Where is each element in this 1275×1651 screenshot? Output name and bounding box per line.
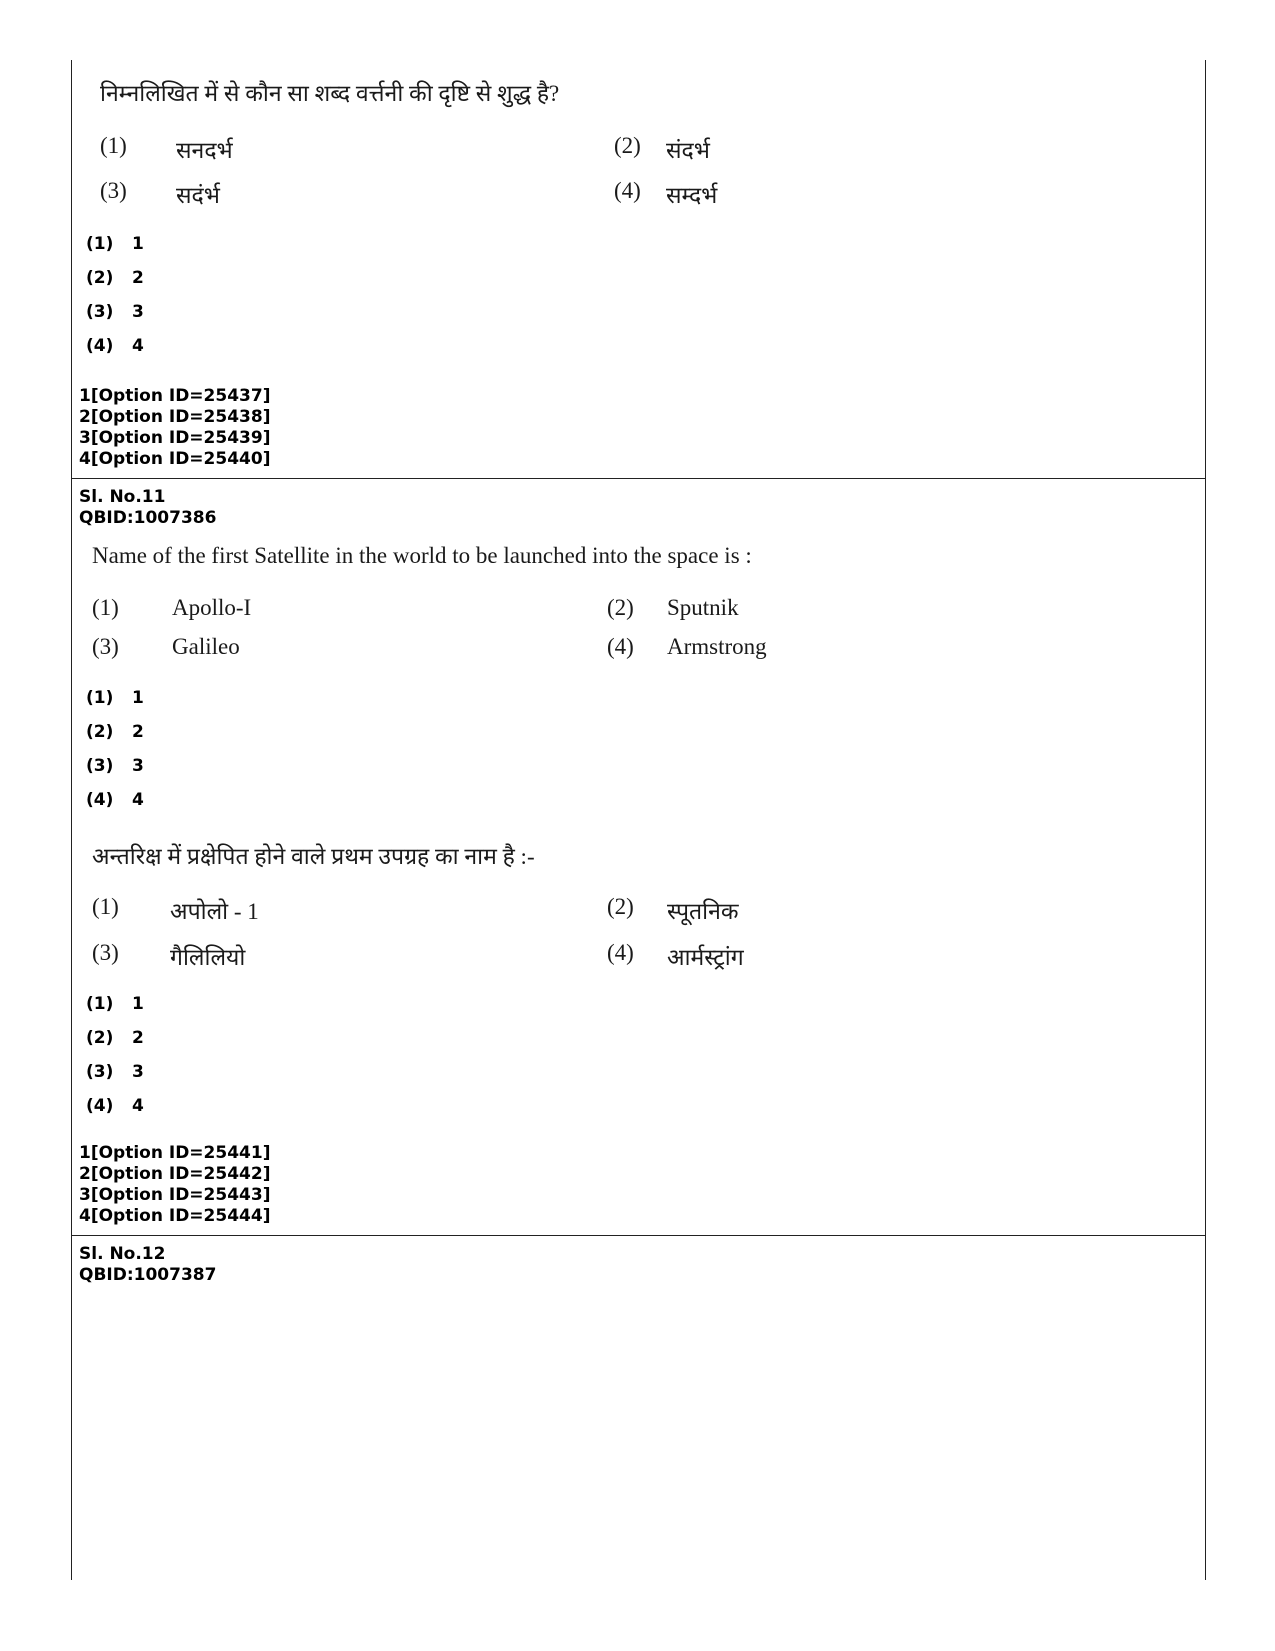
option-3	[92, 940, 246, 970]
option-text: स्पूतनिक	[667, 899, 739, 924]
option-4	[607, 940, 744, 970]
option-text: सम्दर्भ	[666, 183, 718, 208]
answer-choice: (3) 3	[86, 302, 144, 322]
page-frame	[71, 60, 1206, 1580]
option-number: (4)	[607, 634, 634, 659]
answer-choice: (2) 2	[86, 1028, 144, 1048]
option-2	[607, 595, 739, 621]
option-text: आर्मस्ट्रांग	[667, 945, 744, 970]
option-3	[100, 178, 220, 208]
option-id: 1[Option ID=25441]	[79, 1143, 271, 1163]
option-number: (3)	[92, 940, 119, 965]
answer-choice: (2) 2	[86, 268, 144, 288]
option-number: (2)	[607, 894, 634, 919]
option-id-list	[79, 1143, 270, 1227]
option-text: Galileo	[172, 634, 240, 659]
option-id: 4[Option ID=25444]	[79, 1206, 271, 1226]
question-meta	[79, 487, 216, 529]
option-text: Armstrong	[667, 634, 767, 659]
option-id: 3[Option ID=25439]	[79, 428, 271, 448]
answer-choice: (4) 4	[86, 1096, 144, 1116]
option-1	[100, 133, 233, 163]
option-number: (1)	[100, 133, 127, 158]
option-text: सनदर्भ	[176, 138, 233, 163]
answer-choice: (2) 2	[86, 722, 144, 742]
answer-choice: (3) 3	[86, 756, 144, 776]
option-id: 2[Option ID=25442]	[79, 1164, 271, 1184]
option-4	[614, 178, 718, 208]
option-1	[92, 894, 259, 924]
option-2	[614, 133, 710, 163]
option-number: (3)	[100, 178, 127, 203]
serial-number: Sl. No.12	[79, 1244, 166, 1264]
qbid: QBID:1007386	[79, 508, 217, 528]
option-text: संदर्भ	[666, 138, 710, 163]
answer-choice: (4) 4	[86, 336, 144, 356]
option-number: (4)	[607, 940, 634, 965]
option-text: गैलिलियो	[170, 945, 246, 970]
option-4	[607, 634, 767, 660]
option-text: सदंर्भ	[176, 183, 220, 208]
option-number: (4)	[614, 178, 641, 203]
qbid: QBID:1007387	[79, 1265, 217, 1285]
option-id-list	[79, 386, 270, 470]
option-id: 1[Option ID=25437]	[79, 386, 271, 406]
option-1	[92, 595, 252, 621]
option-number: (2)	[614, 133, 641, 158]
divider	[71, 478, 1205, 479]
question-text-hindi: निम्नलिखित में से कौन सा शब्द वर्त्तनी की दृष्टि से शुद्ध है?	[100, 81, 560, 106]
divider	[71, 1235, 1205, 1236]
option-text: Sputnik	[667, 595, 739, 620]
option-number: (3)	[92, 634, 119, 659]
option-number: (1)	[92, 894, 119, 919]
option-3	[92, 634, 240, 660]
answer-choice: (1) 1	[86, 994, 144, 1014]
option-2	[607, 894, 739, 924]
answer-choice: (3) 3	[86, 1062, 144, 1082]
answer-choice: (1) 1	[86, 688, 144, 708]
option-id: 3[Option ID=25443]	[79, 1185, 271, 1205]
option-id: 4[Option ID=25440]	[79, 449, 271, 469]
answer-choice: (4) 4	[86, 790, 144, 810]
answer-choice: (1) 1	[86, 234, 144, 254]
option-number: (2)	[607, 595, 634, 620]
question-text-hindi: अन्तरिक्ष में प्रक्षेपित होने वाले प्रथम उपग्रह का नाम है :-	[92, 844, 535, 869]
serial-number: Sl. No.11	[79, 487, 166, 507]
option-text: Apollo-I	[172, 595, 252, 620]
option-id: 2[Option ID=25438]	[79, 407, 271, 427]
option-text: अपोलो - 1	[170, 899, 259, 924]
question-text-english: Name of the first Satellite in the world to be launched into the space is :	[92, 543, 752, 568]
option-number: (1)	[92, 595, 119, 620]
question-meta	[79, 1244, 216, 1286]
